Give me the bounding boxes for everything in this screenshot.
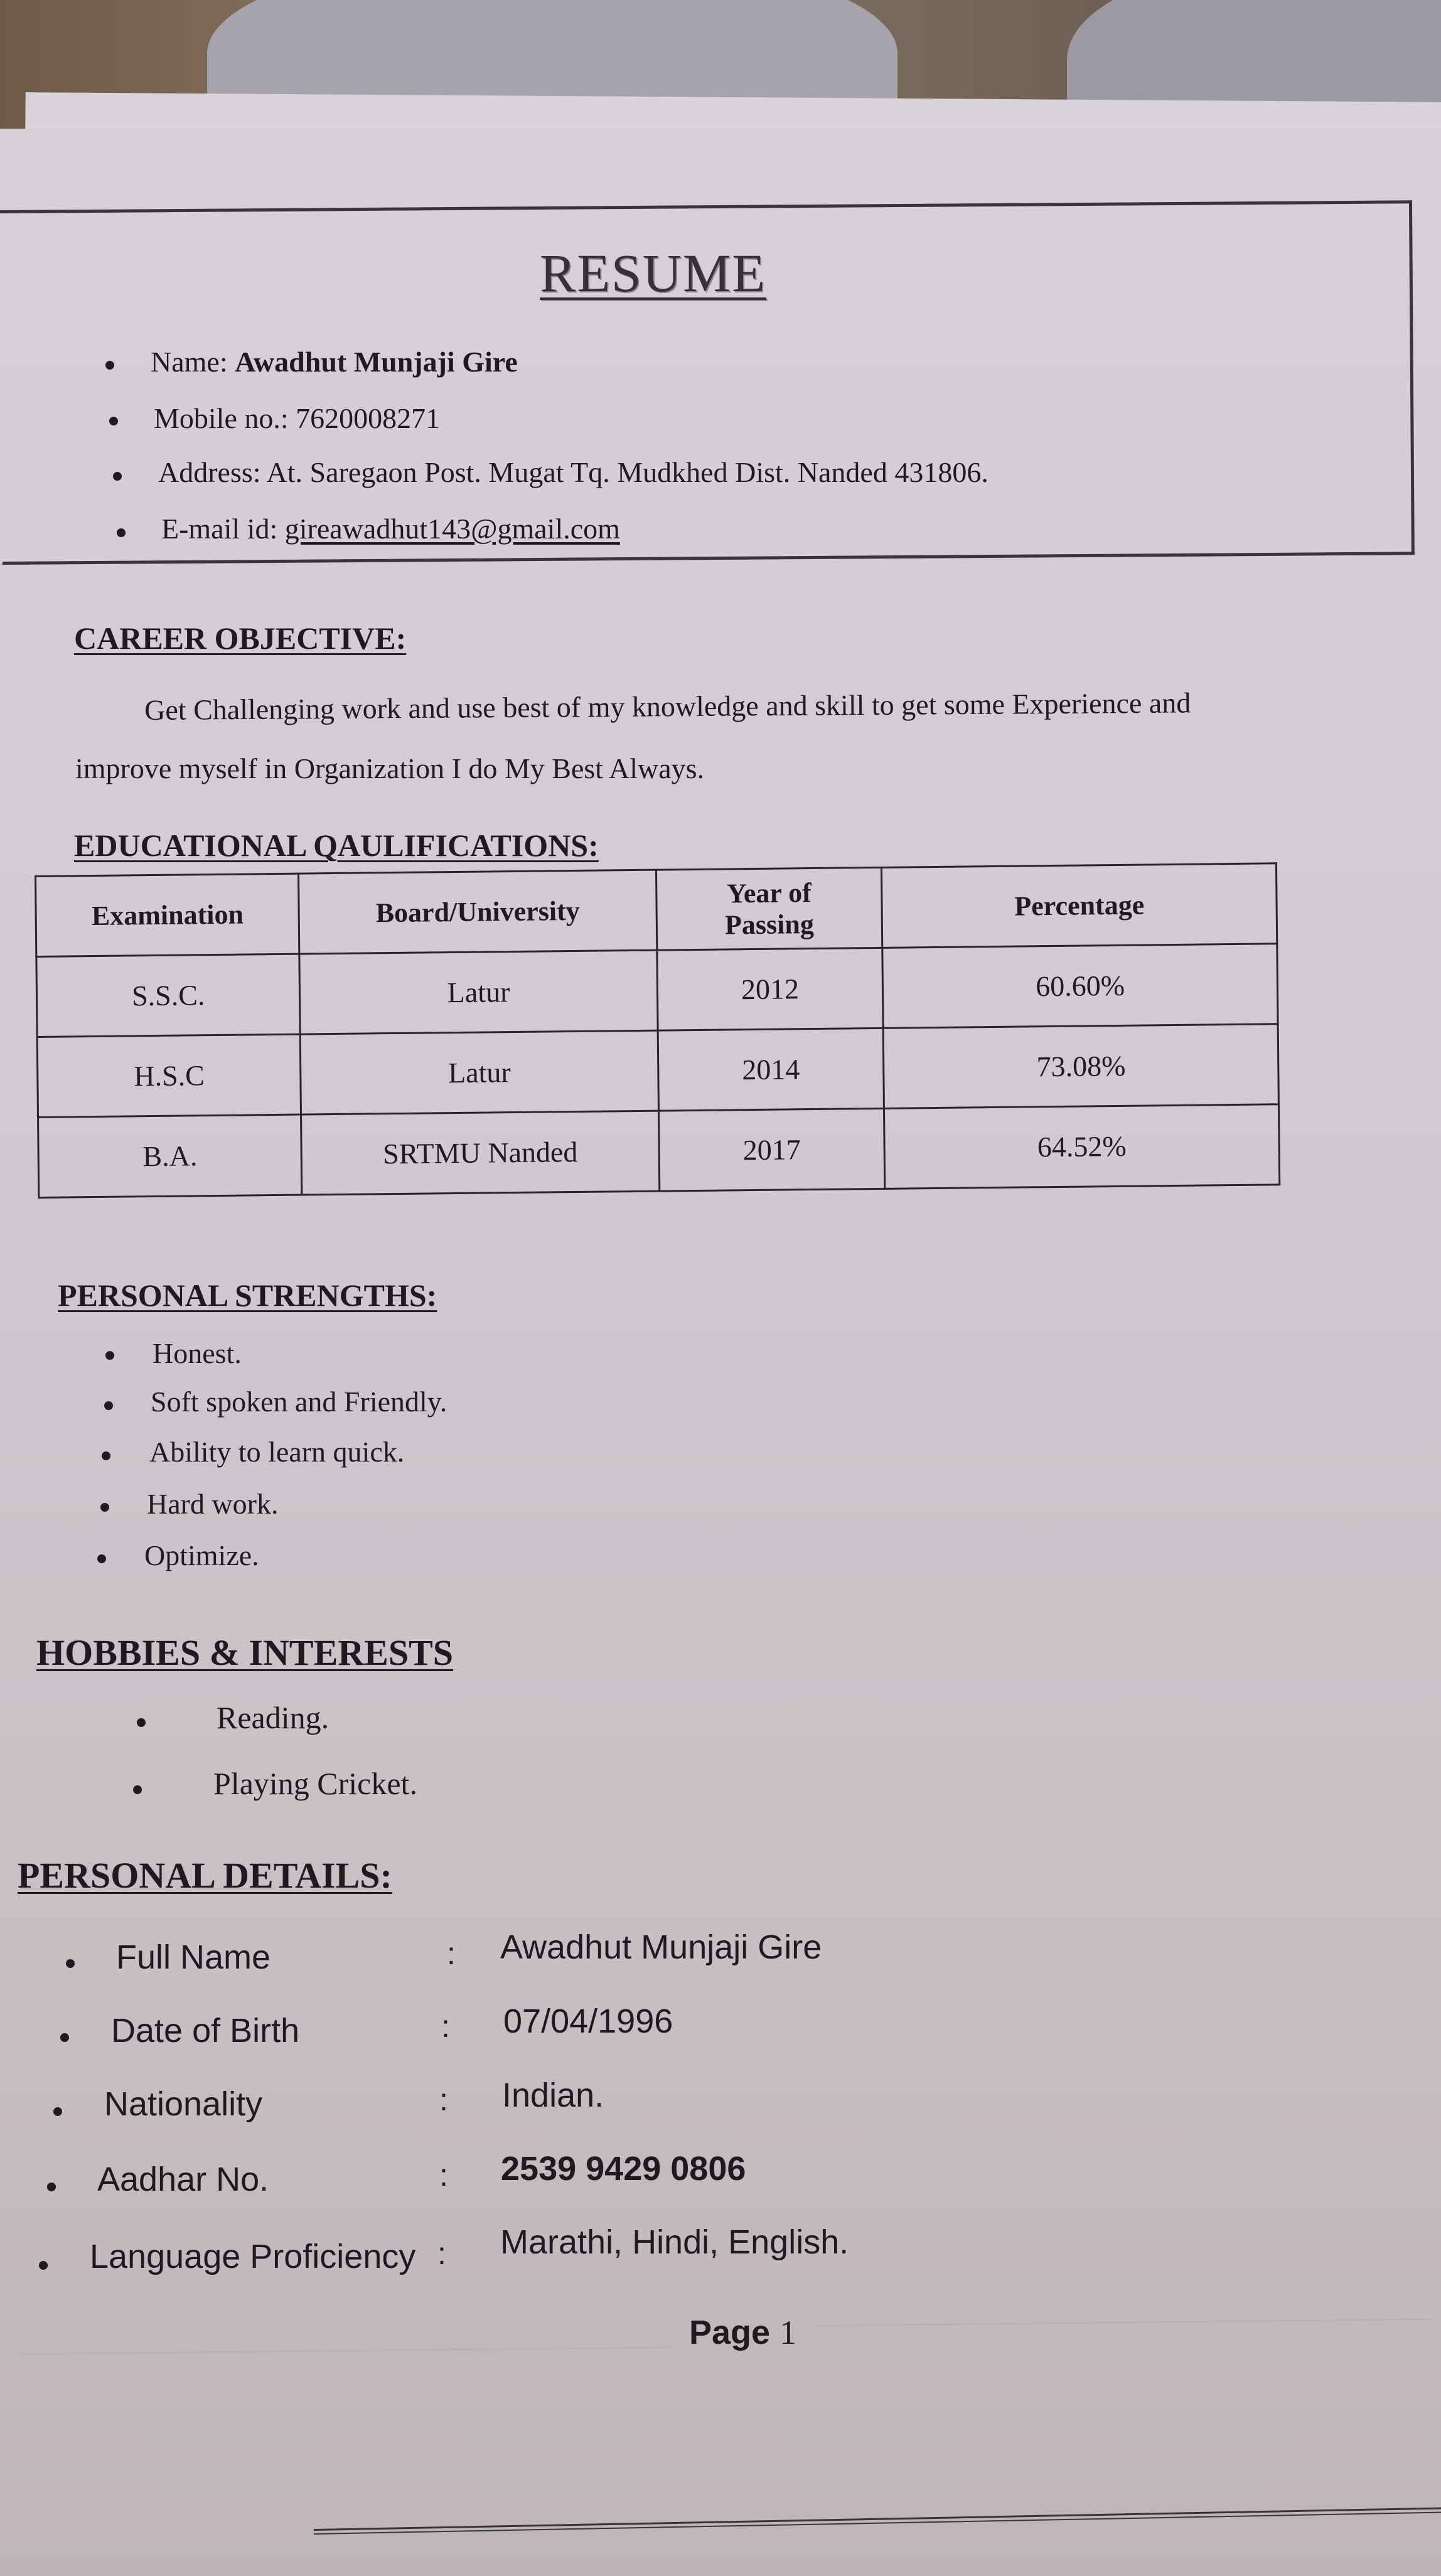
detail-value-nationality: Indian. — [502, 2076, 604, 2114]
education-heading: EDUCATIONAL QAULIFICATIONS: — [74, 828, 599, 863]
hobby-item: Reading. — [217, 1700, 329, 1735]
bullet — [47, 2183, 56, 2191]
detail-label-language: Language Proficiency — [90, 2238, 416, 2275]
table-header-row — [36, 863, 1277, 957]
bullet — [104, 1401, 113, 1410]
name-value: Awadhut Munjaji Gire — [235, 346, 518, 378]
detail-colon: : — [447, 1936, 456, 1971]
table-row — [37, 1024, 1278, 1118]
detail-label-dob: Date of Birth — [111, 2012, 300, 2050]
table-cell: SRTMU Nanded — [301, 1111, 660, 1195]
page-number — [689, 2313, 796, 2352]
detail-label-nationality: Nationality — [104, 2085, 263, 2123]
table-cell: Latur — [299, 950, 658, 1034]
bullet — [102, 1451, 110, 1460]
column-header: Examination — [36, 874, 300, 956]
email-link[interactable]: gireawadhut143@gmail.com — [284, 513, 620, 545]
bullet — [39, 2261, 48, 2270]
table-cell: 2017 — [658, 1108, 885, 1191]
column-header: Percentage — [882, 863, 1277, 948]
bullet — [117, 528, 126, 537]
page-number-value: 1 — [779, 2314, 797, 2351]
table-row — [36, 944, 1278, 1037]
email-label: E-mail id: — [161, 513, 278, 545]
name-label: Name: — [151, 346, 228, 378]
table-cell: 64.52% — [884, 1104, 1280, 1189]
detail-label-aadhar: Aadhar No. — [97, 2161, 269, 2198]
detail-value-aadhar: 2539 9429 0806 — [501, 2150, 746, 2188]
strength-item: Ability to learn quick. — [149, 1436, 405, 1468]
career-objective-heading: CAREER OBJECTIVE: — [74, 621, 407, 656]
page-label: Page — [689, 2314, 771, 2351]
personal-strengths-heading: PERSONAL STRENGTHS: — [58, 1278, 437, 1313]
bullet — [113, 472, 122, 481]
table-cell: S.S.C. — [36, 954, 301, 1037]
table-cell: H.S.C — [37, 1034, 301, 1117]
detail-colon: : — [441, 2009, 450, 2044]
detail-colon: : — [439, 2082, 448, 2117]
contact-name — [151, 345, 518, 378]
bullet — [105, 361, 114, 370]
column-header: Year of Passing — [656, 867, 882, 950]
bullet — [97, 1554, 106, 1563]
table-cell: 60.60% — [882, 944, 1278, 1029]
strength-item: Optimize. — [144, 1539, 259, 1571]
table-cell: 2014 — [658, 1028, 884, 1111]
table-cell: 73.08% — [883, 1024, 1278, 1109]
table-cell: Latur — [301, 1030, 659, 1114]
bullet — [109, 417, 118, 425]
detail-colon: : — [437, 2236, 446, 2271]
personal-details-heading: PERSONAL DETAILS: — [18, 1855, 392, 1896]
detail-value-full-name: Awadhut Munjaji Gire — [500, 1928, 822, 1966]
strength-item: Honest. — [153, 1337, 242, 1369]
table-row — [38, 1104, 1280, 1198]
detail-value-language: Marathi, Hindi, English. — [500, 2223, 849, 2261]
bullet — [66, 1959, 75, 1968]
bullet — [100, 1503, 109, 1512]
career-objective-line-1: Get Challenging work and use best of my knowledge and skill to get some Experience and — [144, 687, 1191, 726]
contact-mobile: Mobile no.: 7620008271 — [154, 402, 441, 434]
education-table — [35, 862, 1280, 1199]
detail-label-full-name: Full Name — [116, 1938, 271, 1976]
detail-value-dob: 07/04/1996 — [503, 2002, 673, 2040]
contact-address: Address: At. Saregaon Post. Mugat Tq. Mudkhed Dist. Nanded 431806. — [158, 456, 988, 488]
table-cell: B.A. — [38, 1114, 303, 1197]
bullet — [60, 2033, 69, 2042]
career-objective-line-2: improve myself in Organization I do My Best Always. — [75, 752, 705, 784]
column-header: Board/University — [299, 870, 657, 954]
hobby-item: Playing Cricket. — [213, 1766, 417, 1801]
bullet — [137, 1718, 146, 1727]
hobbies-heading: HOBBIES & INTERESTS — [36, 1632, 454, 1673]
strength-item: Hard work. — [147, 1488, 279, 1520]
bullet — [53, 2107, 62, 2116]
resume-title: RESUME — [540, 243, 766, 303]
bullet — [105, 1351, 114, 1360]
detail-colon: : — [439, 2157, 448, 2193]
strength-item: Soft spoken and Friendly. — [151, 1386, 447, 1418]
contact-email — [161, 512, 620, 545]
table-cell: 2012 — [656, 948, 883, 1030]
bullet — [133, 1785, 142, 1794]
